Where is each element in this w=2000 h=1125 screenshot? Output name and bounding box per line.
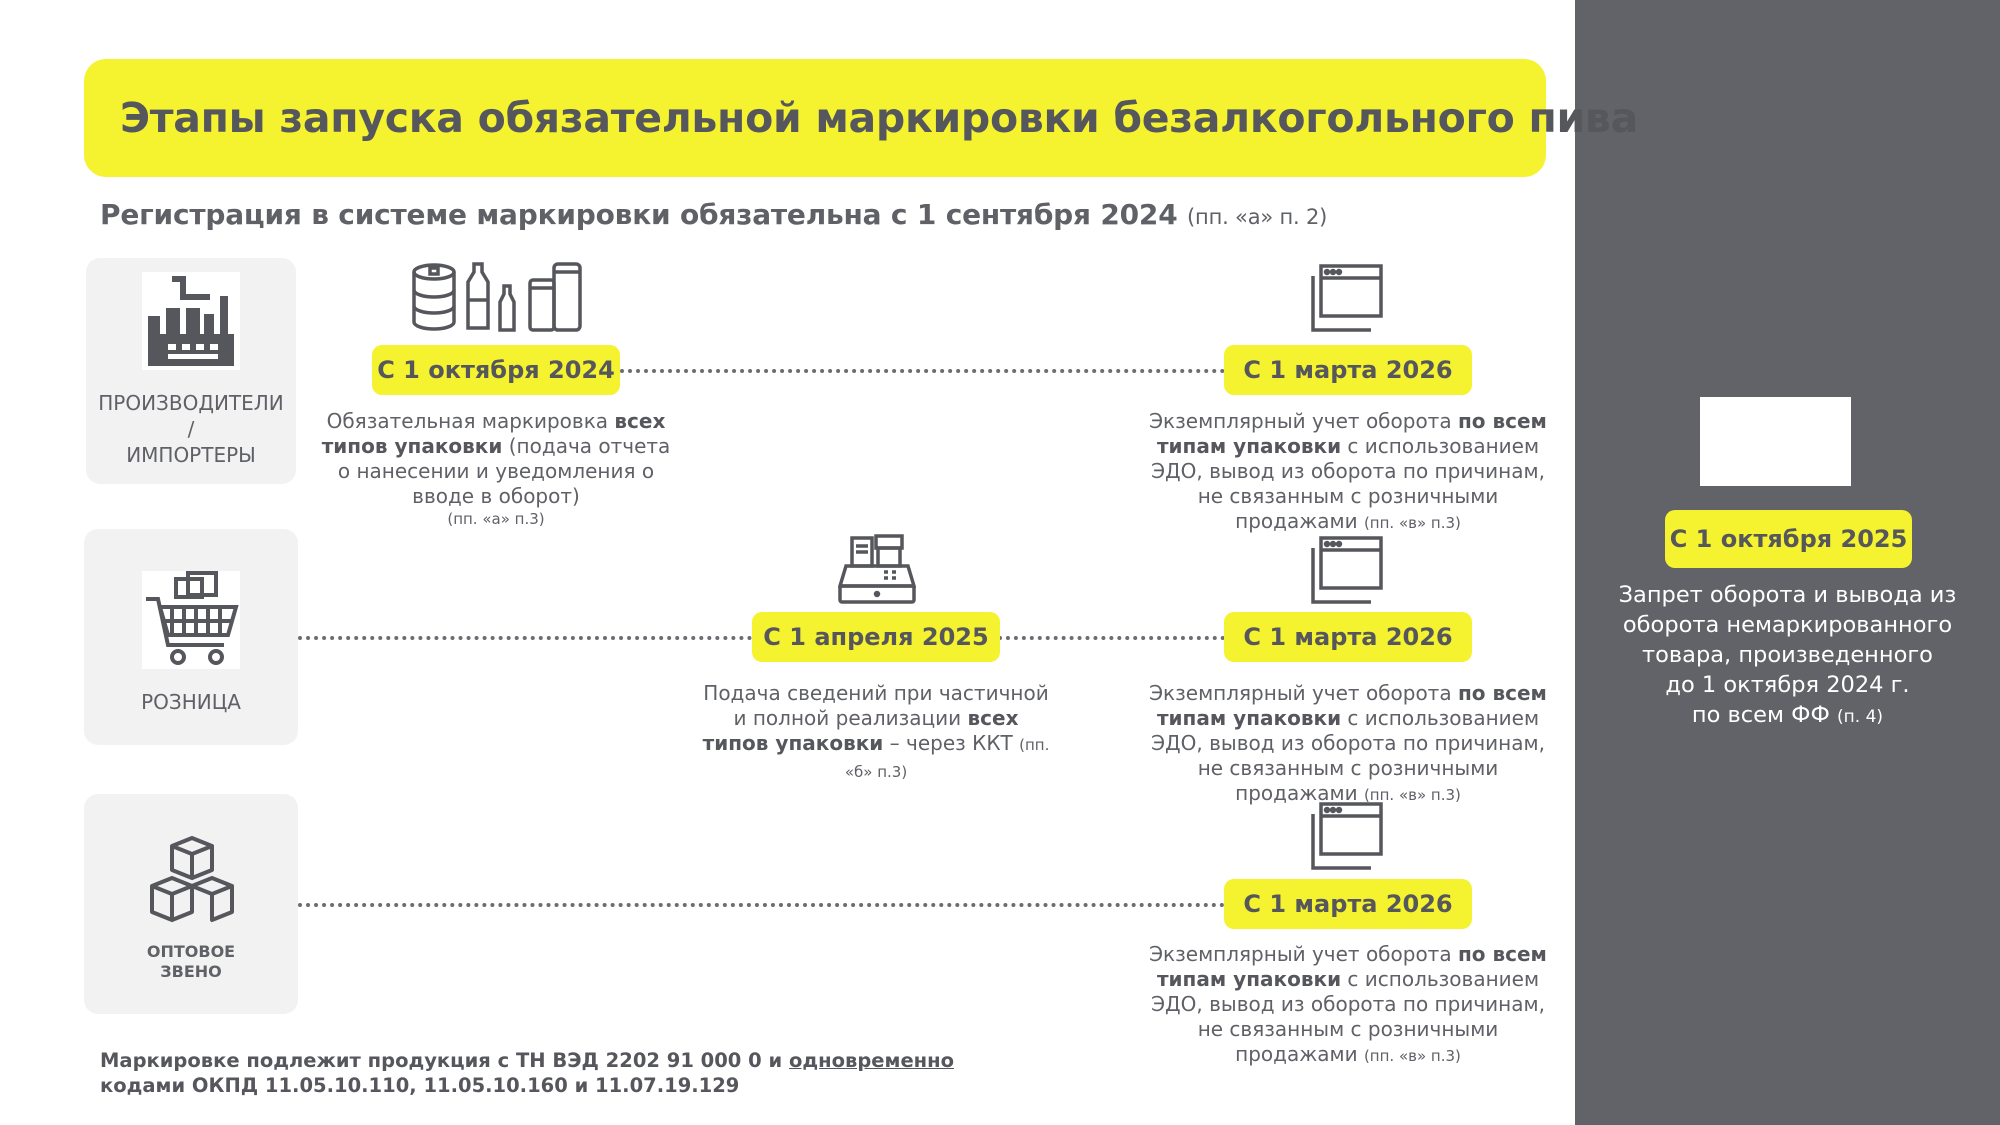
- side-panel-text: Запрет оборота и вывода из оборота немаркированного товара, произведенного до 1 октября 2024 г. по всем ФФ (п. 4): [1618, 582, 1957, 728]
- timeline-producers: [620, 369, 1225, 373]
- edo-window-icon: [1311, 802, 1383, 870]
- cash-register-icon: [838, 534, 916, 606]
- desc-producers-oct2024: Обязательная маркировка всех типов упаковки (подача отчета о нанесении и уведомления о вводе в оборот) (пп. «а» п.3): [321, 409, 671, 528]
- factory-icon: [142, 272, 240, 370]
- title-banner: [84, 59, 1638, 177]
- desc-producers-mar2026: Экземплярный учет оборота по всем типам упаковки с использованием ЭДО, вывод из оборота по причинам, не связанным с розничными продажами (пп. «в» п.3): [1149, 409, 1547, 533]
- packaging-icon: [410, 262, 586, 334]
- date-badge-retail-apr2025: С 1 апреля 2025: [752, 612, 1000, 662]
- role-card-producers: [86, 258, 296, 484]
- page-title: Этапы запуска обязательной маркировки безалкогольного пива: [120, 94, 1638, 142]
- boxes-icon: [142, 836, 240, 934]
- date-badge-producers-mar2026: С 1 марта 2026: [1224, 345, 1472, 395]
- desc-wholesale-mar2026: Экземплярный учет оборота по всем типам упаковки с использованием ЭДО, вывод из оборота по причинам, не связанным с розничными продажами (пп. «в» п.3): [1149, 942, 1547, 1066]
- side-panel-date-badge: С 1 октября 2025: [1665, 510, 1912, 568]
- desc-retail-apr2025: Подача сведений при частичной и полной реализации всех типов упаковки – через ККТ (пп. «б» п.3): [702, 681, 1050, 781]
- timeline-retail-2: [998, 636, 1225, 640]
- role-label-retail: РОЗНИЦА: [141, 690, 241, 714]
- edo-window-icon: [1311, 264, 1383, 332]
- timeline-wholesale: [298, 903, 1225, 907]
- date-badge-producers-oct2024: С 1 октября 2024: [372, 345, 620, 395]
- date-badge-retail-mar2026: С 1 марта 2026: [1224, 612, 1472, 662]
- side-panel: [1575, 0, 2000, 1125]
- desc-retail-mar2026: Экземплярный учет оборота по всем типам упаковки с использованием ЭДО, вывод из оборота по причинам, не связанным с розничными продажами (пп. «в» п.3): [1149, 681, 1547, 805]
- date-badge-wholesale-mar2026: С 1 марта 2026: [1224, 879, 1472, 929]
- role-label-wholesale: ОПТОВОЕ ЗВЕНО: [146, 942, 236, 981]
- role-card-retail: [84, 529, 298, 745]
- footnote-codes: Маркировке подлежит продукция с ТН ВЭД 2202 91 000 0 и одновременно кодами ОКПД 11.05.10.110, 11.05.10.160 и 11.07.19.129: [100, 1049, 955, 1097]
- registration-subtitle: Регистрация в системе маркировки обязательна с 1 сентября 2024 (пп. «а» п. 2): [100, 198, 1328, 231]
- shopping-cart-icon: [142, 571, 240, 669]
- role-label-producers: ПРОИЗВОДИТЕЛИ / ИМПОРТЕРЫ: [98, 391, 284, 467]
- side-panel-placeholder: [1700, 397, 1851, 486]
- edo-window-icon: [1311, 536, 1383, 604]
- role-card-wholesale: [84, 794, 298, 1014]
- timeline-retail-1: [298, 636, 752, 640]
